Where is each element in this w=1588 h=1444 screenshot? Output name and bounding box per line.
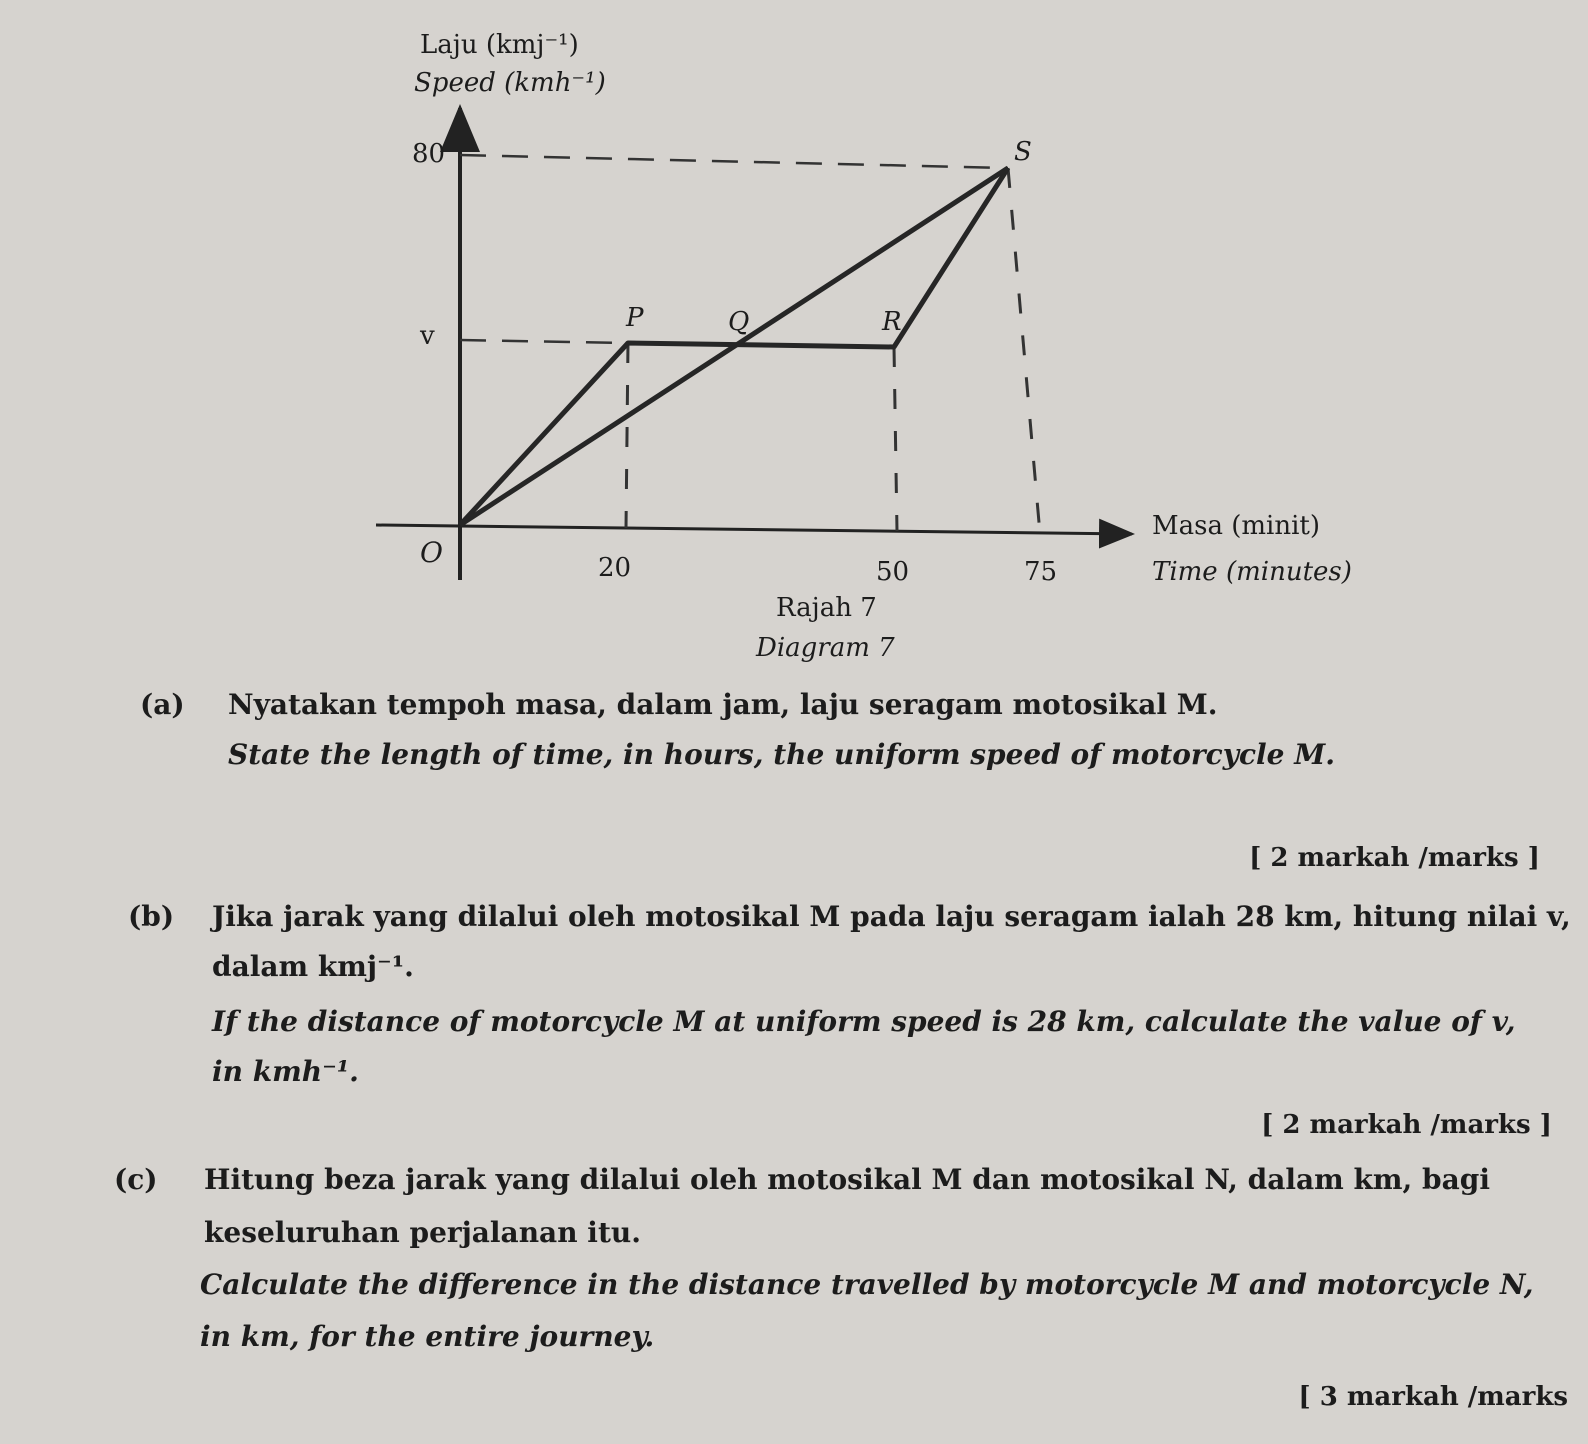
question-b-malay-line1: Jika jarak yang dilalui oleh motosikal M pada laju seragam ialah 28 km, hitung nilai v,	[212, 900, 1571, 933]
question-c-marks: [ 3 markah /marks	[1298, 1382, 1568, 1412]
diagram-caption-malay: Rajah 7	[776, 593, 877, 623]
point-r-label: R	[882, 307, 902, 337]
question-c-english-line2: in km, for the entire journey.	[200, 1320, 655, 1353]
y-axis-label-english: Speed (kmh⁻¹)	[414, 68, 606, 98]
y-axis-label-malay: Laju (kmj⁻¹)	[420, 30, 579, 60]
question-c-malay-line1: Hitung beza jarak yang dilalui oleh motosikal M dan motosikal N, dalam km, bagi	[204, 1163, 1490, 1196]
question-a-marks: [ 2 markah /marks ]	[1249, 843, 1540, 873]
x-tick-50: 50	[876, 557, 910, 587]
guide-50	[894, 347, 897, 531]
question-a-label: (a)	[140, 688, 185, 721]
y-tick-v: v	[420, 321, 435, 351]
question-a-english: State the length of time, in hours, the uniform speed of motorcycle M.	[228, 738, 1335, 771]
x-axis-label-english: Time (minutes)	[1152, 557, 1352, 587]
question-a-malay: Nyatakan tempoh masa, dalam jam, laju seragam motosikal M.	[228, 688, 1218, 721]
point-q-label: Q	[728, 307, 750, 337]
x-axis-label-malay: Masa (minit)	[1152, 511, 1320, 541]
question-c-english-line1: Calculate the difference in the distance travelled by motorcycle M and motorcycle N,	[200, 1268, 1534, 1301]
series-motorcycle-n	[460, 168, 1008, 525]
guide-80	[460, 155, 1008, 168]
question-b-label: (b)	[128, 900, 175, 933]
question-b-marks: [ 2 markah /marks ]	[1261, 1110, 1552, 1140]
question-c-label: (c)	[114, 1163, 158, 1196]
point-s-label: S	[1014, 137, 1032, 167]
guide-v	[460, 340, 628, 343]
x-tick-75: 75	[1024, 557, 1058, 587]
question-c-malay-line2: keseluruhan perjalanan itu.	[204, 1216, 641, 1249]
question-b-english-line2: in kmh⁻¹.	[212, 1055, 359, 1088]
question-b-english-line1: If the distance of motorcycle M at uniform speed is 28 km, calculate the value of v,	[212, 1005, 1516, 1038]
x-tick-20: 20	[598, 553, 632, 583]
origin-label: O	[420, 536, 443, 569]
diagram-caption-english: Diagram 7	[756, 633, 895, 663]
guide-20	[626, 343, 628, 528]
question-b-malay-line2: dalam kmj⁻¹.	[212, 950, 414, 983]
point-p-label: P	[626, 303, 644, 333]
guide-75	[1008, 168, 1040, 534]
x-axis	[376, 525, 1132, 534]
y-tick-80: 80	[412, 139, 446, 169]
